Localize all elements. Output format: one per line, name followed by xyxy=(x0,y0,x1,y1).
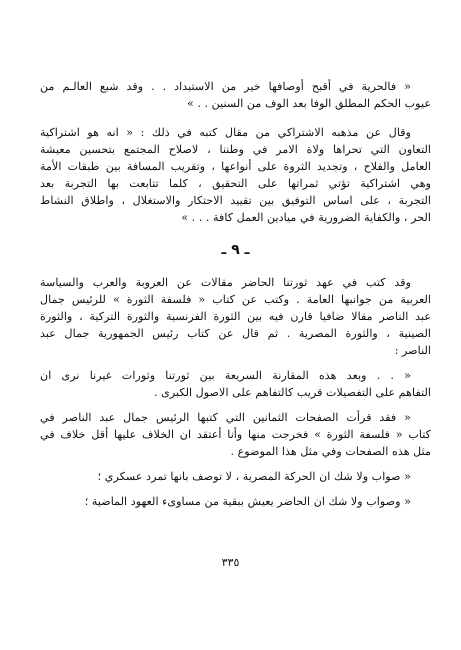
text-line: « فقد قرأت الصفحات الثمانين التي كتبها الرئيس جمال عبد الناصر في xyxy=(40,411,411,424)
quote-paragraph-philosophy xyxy=(40,409,431,460)
text-line: الناصر : xyxy=(394,344,431,357)
quote-paragraph-comparison xyxy=(40,367,431,401)
text-line: « . . وبعد هذه المقارنة السريعة بين ثورتنا وثورات غيرنا نرى ان xyxy=(40,369,411,382)
page-number: ٣٣٥ xyxy=(221,556,240,569)
text-line: العربية من جوانبها العامة . وكتب عن كتاب « فلسفة الثورة » للرئيس جمال xyxy=(40,293,431,306)
text-line: عبد الناصر مقالا ضافيا قارن فيه بين الثورة الفرنسية والثورة التركية ، والثورة xyxy=(40,310,431,323)
quote-paragraph-freedom xyxy=(40,78,431,112)
section-number: ـ ٩ ـ xyxy=(221,242,250,258)
text-line: وقال عن مذهبه الاشتراكي من مقال كتبه في ذلك : « انه هو اشتراكية xyxy=(40,126,411,139)
quote-paragraph-present xyxy=(40,493,431,510)
text-line: « وصواب ولا شك ان الحاضر يعيش ببقية من مساوىء العهود الماضية ؛ xyxy=(84,495,411,508)
text-line: التفاهم على التفصيلات قريب كالتفاهم على الاصول الكبرى . xyxy=(153,386,431,399)
text-line: الحر ، والكفاية الضرورية في ميادين العمل كافة . . . » xyxy=(181,211,431,224)
document-body xyxy=(40,78,431,510)
paragraph-revolution xyxy=(40,274,431,359)
text-line: العامل والفلاح ، وتجديد الثروة على أنواعها ، وتقريب المسافة بين طبقات الأمة xyxy=(40,160,431,173)
text-line: وهي اشتراكية تؤتي ثمراتها على التحقيق ، كلما تتابعت بها التجربة بعد xyxy=(40,177,431,190)
text-line: التعاون التي تحراها ولاة الامر في وطننا ، لاصلاح المجتمع بتحسين معيشة xyxy=(40,143,431,156)
text-line: مثل هذه الصفحات وفي مثل هذا الموضوع . xyxy=(230,445,431,458)
text-line: كتاب « فلسفة الثورة » فخرجت منها وأنا أعتقد ان الخلاف عليها أقل خلاف في xyxy=(40,428,431,441)
quote-paragraph-military xyxy=(40,468,431,485)
paragraph-socialism xyxy=(40,124,431,226)
text-line: عيوب الحكم المطلق الوفا بعد الوف من السنين . . » xyxy=(186,97,431,110)
text-line: الصينية ، والثورة المصرية . ثم قال عن كتاب رئيس الجمهورية جمال عبد xyxy=(40,327,431,340)
text-line: « صواب ولا شك ان الحركة المصرية ، لا توصف بانها تمرد عسكري ؛ xyxy=(97,470,411,483)
text-line: « فالحرية في أقبح أوصافها خير من الاستبداد . . وقد شبع العالـم من xyxy=(40,80,411,93)
text-line: وقد كتب في عهد ثورتنا الحاضر مقالات عن العروبة والعرب والسياسة xyxy=(40,276,411,289)
text-line: التجربة ، على اساس التوفيق بين تقييد الاحتكار والاستغلال ، واطلاق النشاط xyxy=(40,194,431,207)
